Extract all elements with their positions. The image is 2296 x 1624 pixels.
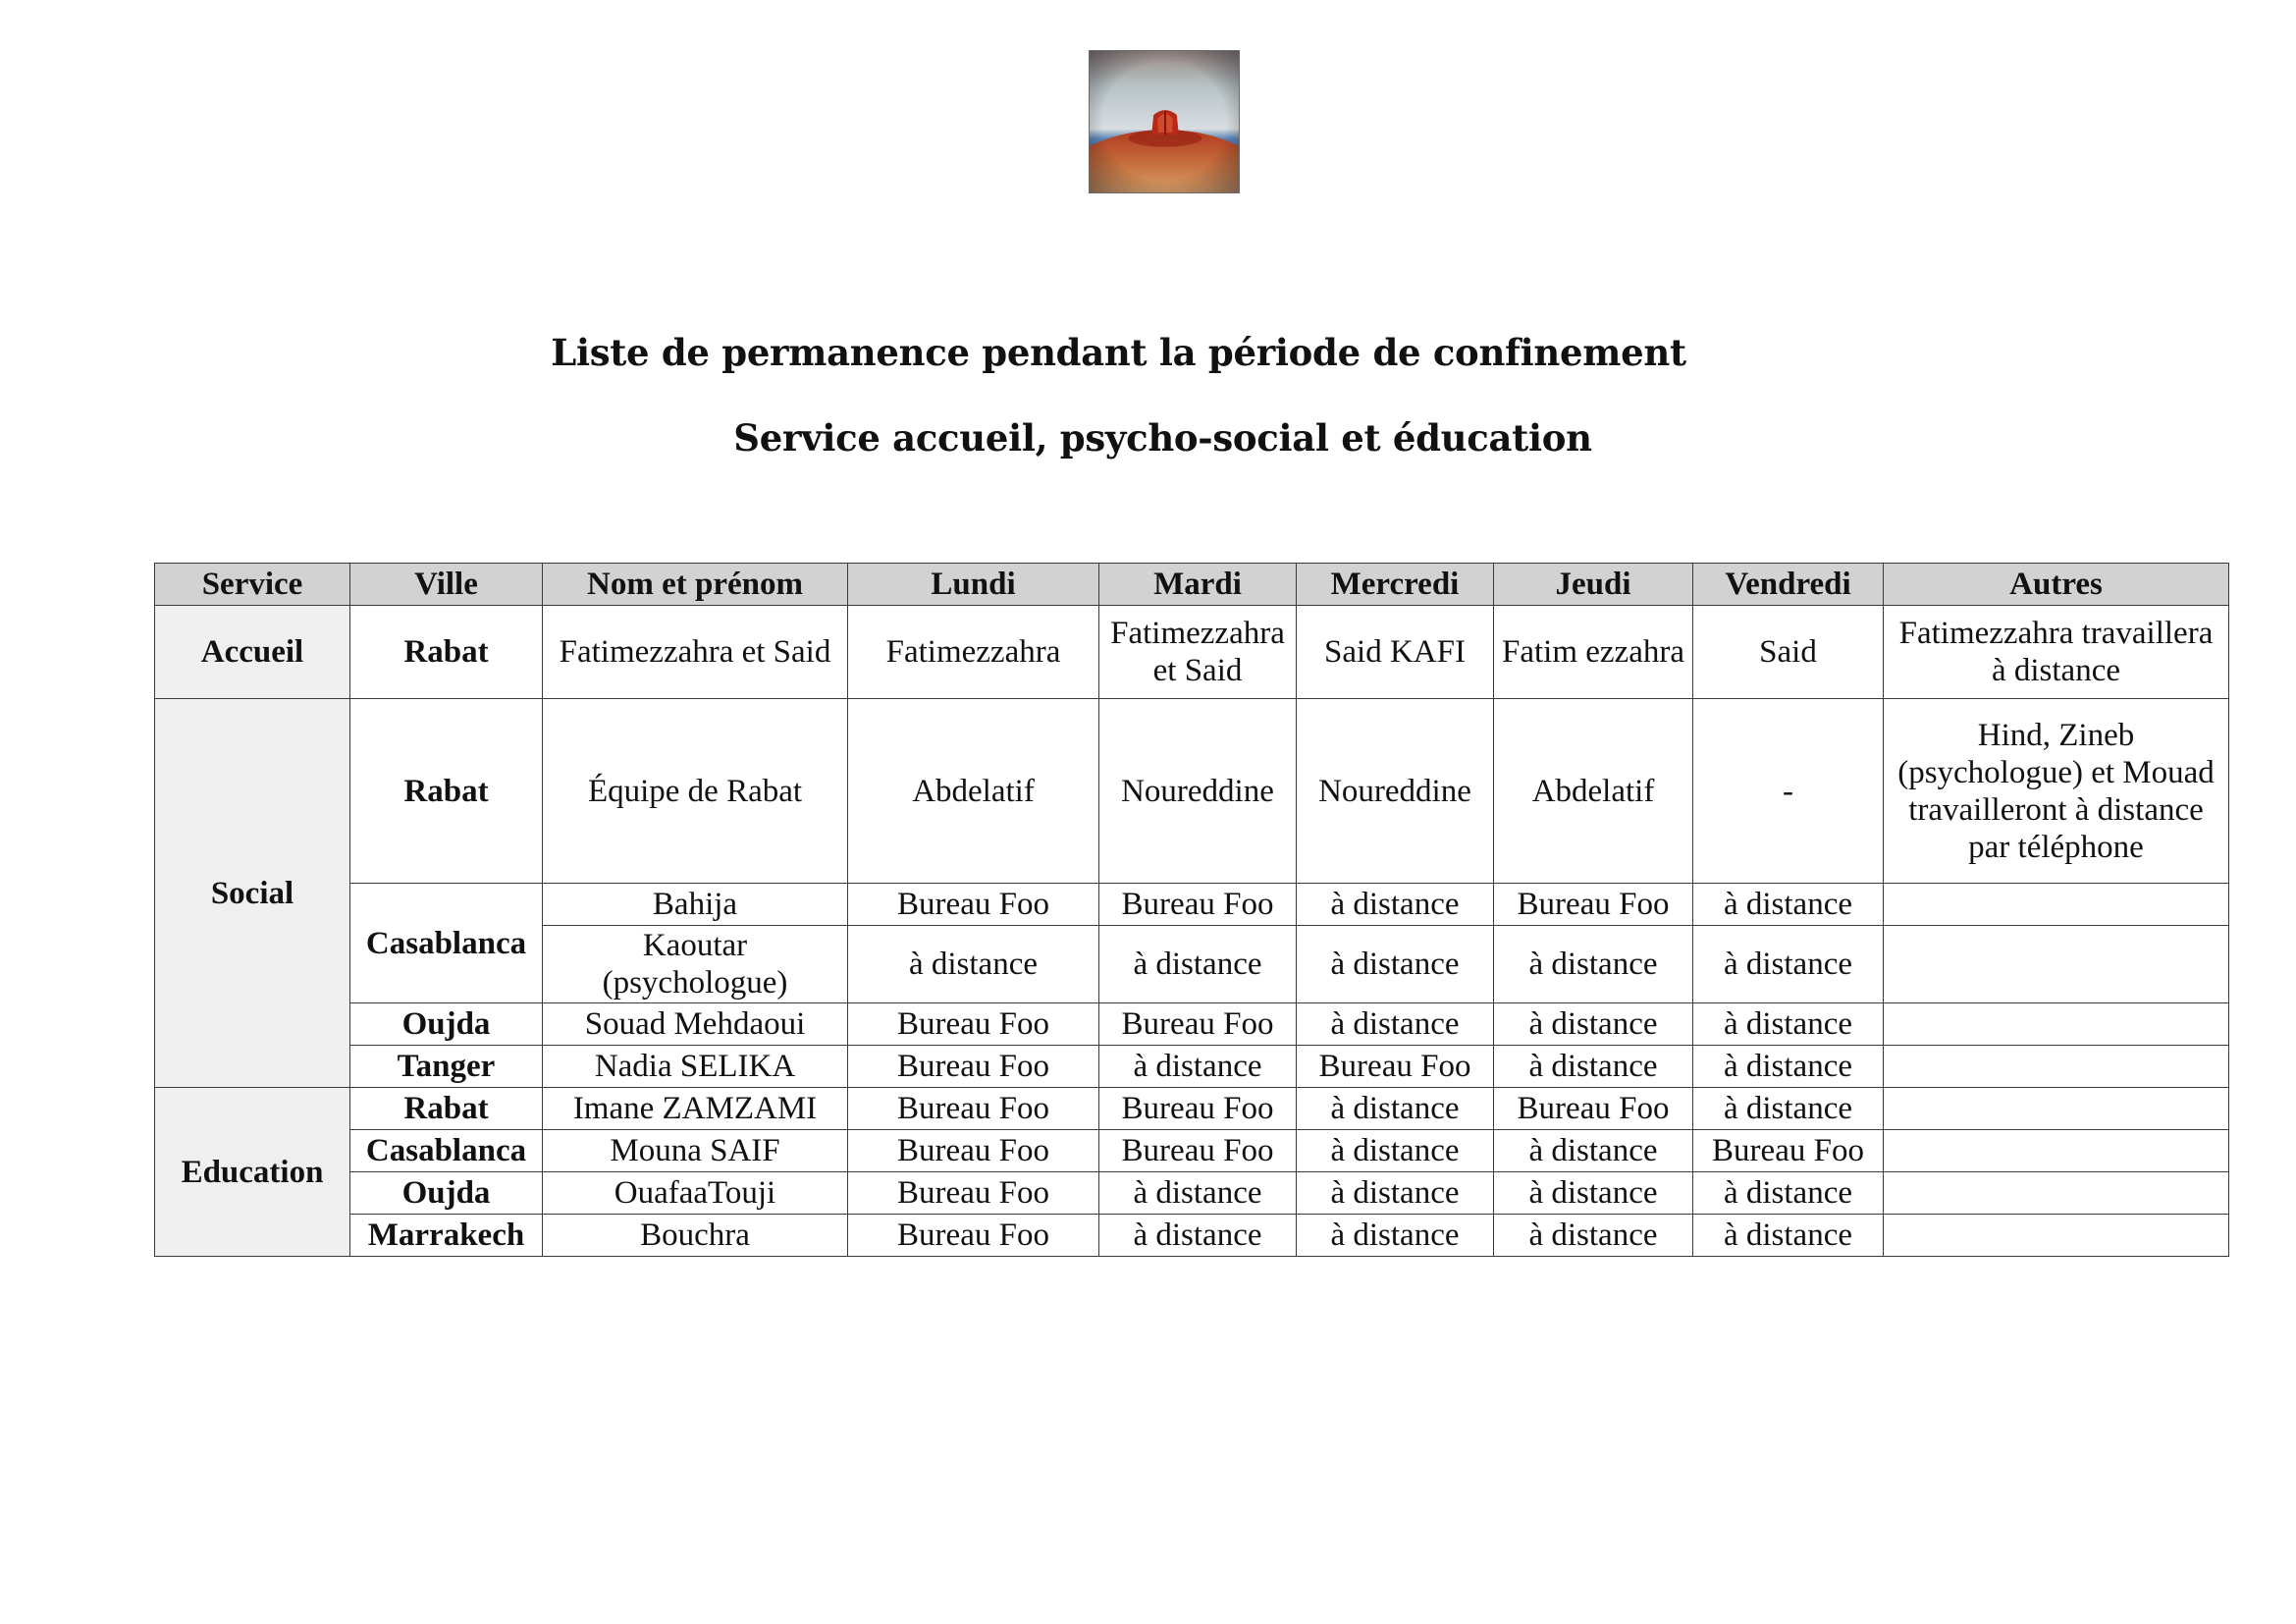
autres-cell <box>1884 1130 2229 1172</box>
page-title: Liste de permanence pendant la période de confinement <box>551 331 1686 374</box>
city-cell: Oujda <box>350 1003 543 1046</box>
table-row <box>155 606 2229 699</box>
day-cell-vendredi: à distance <box>1693 884 1884 926</box>
table-row <box>155 1046 2229 1088</box>
autres-cell <box>1884 1215 2229 1257</box>
lighthouse-landscape-logo <box>1089 50 1240 193</box>
day-cell-jeudi: Bureau Foo <box>1494 1088 1693 1130</box>
table-row <box>155 1130 2229 1172</box>
day-cell-mardi: à distance <box>1099 926 1297 1003</box>
day-cell-vendredi: à distance <box>1693 1172 1884 1215</box>
city-cell: Oujda <box>350 1172 543 1215</box>
name-cell: Kaoutar (psychologue) <box>543 926 848 1003</box>
day-cell-mercredi: Bureau Foo <box>1297 1046 1494 1088</box>
autres-cell <box>1884 926 2229 1003</box>
city-cell: Rabat <box>350 1088 543 1130</box>
column-header-jeudi: Jeudi <box>1494 564 1693 606</box>
name-cell: OuafaaTouji <box>543 1172 848 1215</box>
day-cell-vendredi: à distance <box>1693 1003 1884 1046</box>
day-cell-jeudi: à distance <box>1494 1215 1693 1257</box>
name-cell: Imane ZAMZAMI <box>543 1088 848 1130</box>
service-cell-accueil: Accueil <box>155 606 350 699</box>
day-cell-lundi: Bureau Foo <box>848 1215 1099 1257</box>
day-cell-jeudi: à distance <box>1494 1130 1693 1172</box>
table-row <box>155 884 2229 926</box>
day-cell-lundi: Abdelatif <box>848 699 1099 884</box>
day-cell-vendredi: Bureau Foo <box>1693 1130 1884 1172</box>
day-cell-mardi: Bureau Foo <box>1099 1130 1297 1172</box>
day-cell-mardi: Bureau Foo <box>1099 1088 1297 1130</box>
day-cell-lundi: Bureau Foo <box>848 1130 1099 1172</box>
day-cell-mardi: Bureau Foo <box>1099 1003 1297 1046</box>
table-row <box>155 1215 2229 1257</box>
day-cell-vendredi: à distance <box>1693 926 1884 1003</box>
city-cell: Casablanca <box>350 1130 543 1172</box>
day-cell-mercredi: à distance <box>1297 926 1494 1003</box>
day-cell-mardi: Noureddine <box>1099 699 1297 884</box>
logo-image <box>1090 51 1239 192</box>
day-cell-jeudi: à distance <box>1494 1172 1693 1215</box>
name-cell: Nadia SELIKA <box>543 1046 848 1088</box>
table-row <box>155 699 2229 884</box>
day-cell-jeudi: à distance <box>1494 1003 1693 1046</box>
city-cell: Casablanca <box>350 884 543 1003</box>
day-cell-vendredi: à distance <box>1693 1046 1884 1088</box>
day-cell-lundi: Bureau Foo <box>848 1172 1099 1215</box>
day-cell-vendredi: Said <box>1693 606 1884 699</box>
day-cell-mardi: Fatimezzahra et Said <box>1099 606 1297 699</box>
day-cell-vendredi: à distance <box>1693 1215 1884 1257</box>
column-header-autres: Autres <box>1884 564 2229 606</box>
day-cell-vendredi: à distance <box>1693 1088 1884 1130</box>
day-cell-mercredi: à distance <box>1297 1088 1494 1130</box>
day-cell-lundi: Bureau Foo <box>848 1046 1099 1088</box>
day-cell-vendredi: - <box>1693 699 1884 884</box>
day-cell-lundi: Bureau Foo <box>848 1003 1099 1046</box>
day-cell-mercredi: à distance <box>1297 1172 1494 1215</box>
day-cell-lundi: à distance <box>848 926 1099 1003</box>
day-cell-lundi: Fatimezzahra <box>848 606 1099 699</box>
autres-cell <box>1884 1088 2229 1130</box>
column-header-vendredi: Vendredi <box>1693 564 1884 606</box>
autres-cell <box>1884 1046 2229 1088</box>
day-cell-mercredi: à distance <box>1297 1130 1494 1172</box>
schedule-table <box>154 563 2229 1257</box>
city-cell: Rabat <box>350 606 543 699</box>
autres-cell <box>1884 1172 2229 1215</box>
name-cell: Bahija <box>543 884 848 926</box>
day-cell-lundi: Bureau Foo <box>848 1088 1099 1130</box>
day-cell-mardi: à distance <box>1099 1215 1297 1257</box>
table-row <box>155 1172 2229 1215</box>
day-cell-jeudi: Bureau Foo <box>1494 884 1693 926</box>
column-header-ville: Ville <box>350 564 543 606</box>
day-cell-mardi: à distance <box>1099 1046 1297 1088</box>
day-cell-mardi: à distance <box>1099 1172 1297 1215</box>
day-cell-mercredi: à distance <box>1297 1003 1494 1046</box>
service-cell-social: Social <box>155 699 350 1088</box>
day-cell-jeudi: à distance <box>1494 926 1693 1003</box>
name-cell: Bouchra <box>543 1215 848 1257</box>
city-cell: Rabat <box>350 699 543 884</box>
name-cell: Souad Mehdaoui <box>543 1003 848 1046</box>
column-header-nom: Nom et prénom <box>543 564 848 606</box>
day-cell-mercredi: Said KAFI <box>1297 606 1494 699</box>
table-header-row <box>155 564 2229 606</box>
autres-cell <box>1884 884 2229 926</box>
day-cell-mercredi: à distance <box>1297 1215 1494 1257</box>
day-cell-lundi: Bureau Foo <box>848 884 1099 926</box>
page-subtitle: Service accueil, psycho-social et éducation <box>733 416 1592 460</box>
service-cell-education: Education <box>155 1088 350 1257</box>
day-cell-mardi: Bureau Foo <box>1099 884 1297 926</box>
day-cell-jeudi: Fatim ezzahra <box>1494 606 1693 699</box>
name-cell: Mouna SAIF <box>543 1130 848 1172</box>
table-row <box>155 1003 2229 1046</box>
table-row <box>155 1088 2229 1130</box>
autres-cell: Hind, Zineb (psychologue) et Mouad travailleront à distance par téléphone <box>1884 699 2229 884</box>
name-cell: Fatimezzahra et Said <box>543 606 848 699</box>
name-cell: Équipe de Rabat <box>543 699 848 884</box>
city-cell: Tanger <box>350 1046 543 1088</box>
column-header-mardi: Mardi <box>1099 564 1297 606</box>
day-cell-jeudi: Abdelatif <box>1494 699 1693 884</box>
column-header-mercredi: Mercredi <box>1297 564 1494 606</box>
autres-cell <box>1884 1003 2229 1046</box>
autres-cell: Fatimezzahra travaillera à distance <box>1884 606 2229 699</box>
day-cell-mercredi: à distance <box>1297 884 1494 926</box>
day-cell-mercredi: Noureddine <box>1297 699 1494 884</box>
column-header-lundi: Lundi <box>848 564 1099 606</box>
day-cell-jeudi: à distance <box>1494 1046 1693 1088</box>
column-header-service: Service <box>155 564 350 606</box>
city-cell: Marrakech <box>350 1215 543 1257</box>
